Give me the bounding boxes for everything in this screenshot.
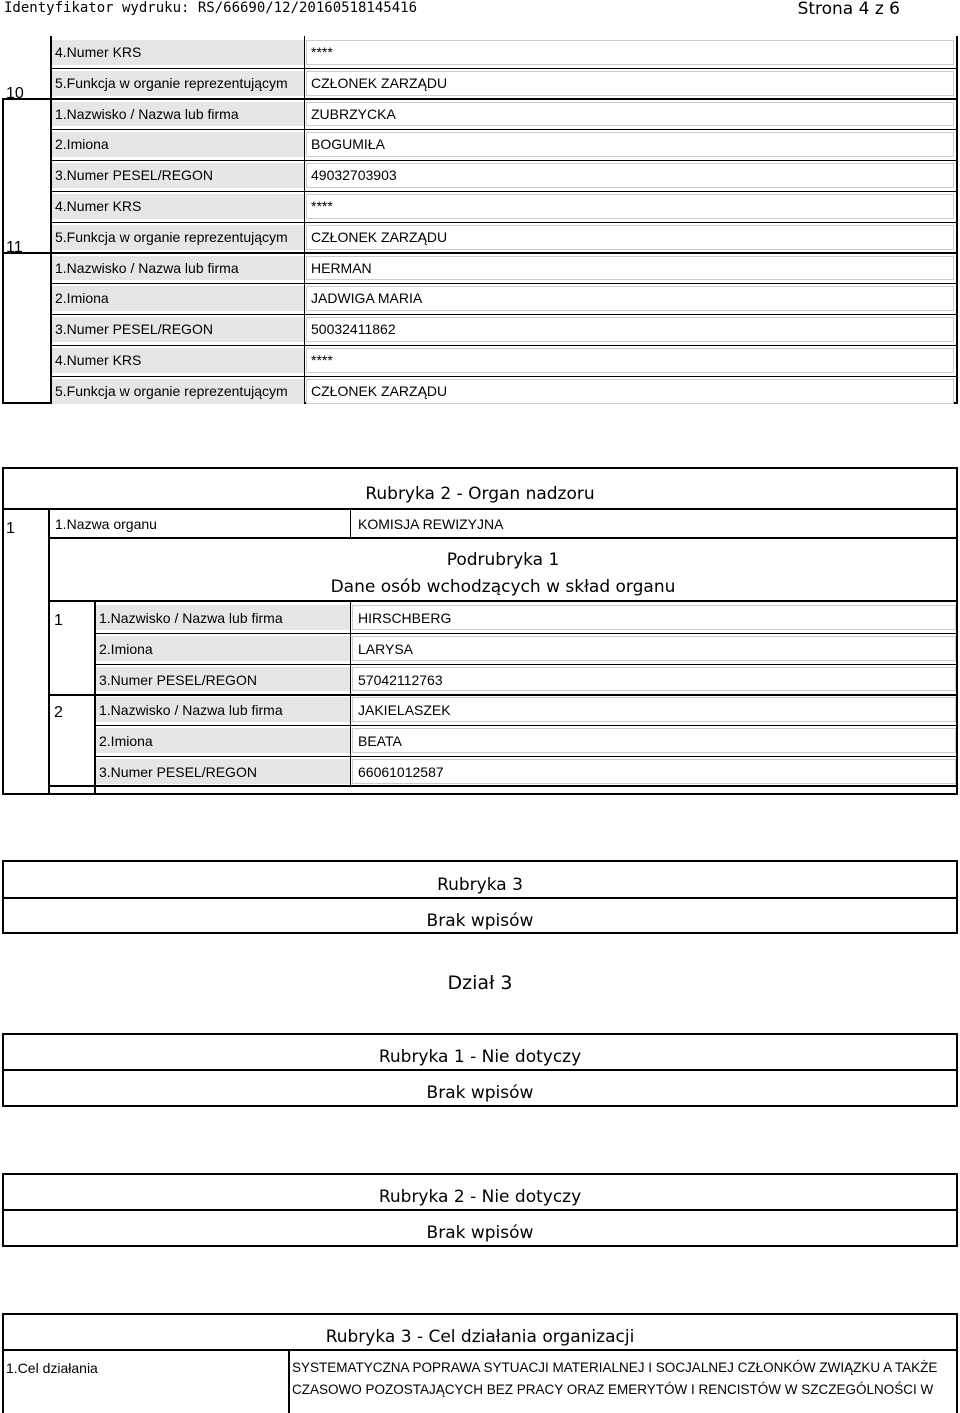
field-label: 5.Funkcja w organie reprezentującym (55, 74, 288, 91)
subrubryka-subtitle: Dane osób wchodzących w skład organu (330, 577, 676, 597)
rubryka3-title: Rubryka 3 (437, 875, 523, 895)
field-value: BEATA (358, 733, 402, 750)
value-cell (352, 636, 956, 661)
field-label: 1.Nazwisko / Nazwa lub firma (55, 105, 239, 122)
person-number: 2 (54, 704, 63, 722)
field-value: CZŁONEK ZARZĄDU (311, 74, 448, 91)
field-value: HIRSCHBERG (358, 610, 452, 626)
field-label: 4.Numer KRS (55, 198, 142, 214)
field-value: ZUBRZYCKA (311, 105, 396, 122)
field-label: 2.Imiona (99, 733, 153, 750)
field-value: 50032411862 (311, 321, 396, 338)
d3-rubryka2-empty: Brak wpisów (426, 1223, 534, 1243)
value-cell (306, 317, 954, 342)
entry-number: 11 (6, 238, 23, 256)
field-value: CZŁONEK ZARZĄDU (311, 382, 448, 399)
print-identifier: Identyfikator wydruku: RS/66690/12/20160518145416 (4, 0, 418, 16)
field-label: 4.Numer KRS (55, 352, 142, 368)
field-value: **** (311, 44, 333, 60)
field-label: 1.Nazwisko / Nazwa lub firma (99, 610, 283, 626)
goal-value-line1: SYSTEMATYCZNA POPRAWA SYTUACJI MATERIALNEJ I SOCJALNEJ CZŁONKÓW ZWIĄZKU A TAKŻE (292, 1360, 938, 1375)
goal-label: 1.Cel działania (6, 1360, 98, 1376)
field-label: 5.Funkcja w organie reprezentującym (55, 228, 288, 245)
rubryka3-empty: Brak wpisów (426, 911, 534, 931)
field-value: 49032703903 (311, 167, 397, 184)
organ-name-label: 1.Nazwa organu (55, 516, 157, 532)
field-label: 1.Nazwisko / Nazwa lub firma (99, 702, 283, 719)
field-value: JADWIGA MARIA (311, 290, 423, 307)
entry-number: 10 (6, 84, 24, 102)
value-cell (306, 40, 954, 65)
organ-name-value: KOMISJA REWIZYJNA (358, 516, 504, 532)
value-cell (352, 728, 956, 753)
person-number: 1 (54, 612, 63, 629)
field-label: 3.Numer PESEL/REGON (55, 321, 213, 338)
field-label: 3.Numer PESEL/REGON (99, 671, 257, 688)
value-cell (306, 256, 954, 281)
field-label: 2.Imiona (99, 640, 153, 657)
field-label: 4.Numer KRS (55, 44, 142, 60)
field-value: **** (311, 352, 333, 368)
page-number: Strona 4 z 6 (797, 0, 900, 19)
field-label: 2.Imiona (55, 136, 109, 153)
d3-rubryka2-title: Rubryka 2 - Nie dotyczy (378, 1187, 582, 1207)
d3-rubryka1-title: Rubryka 1 - Nie dotyczy (378, 1047, 582, 1067)
field-value: BOGUMIŁA (311, 136, 385, 153)
d3-rubryka3-title: Rubryka 3 - Cel działania organizacji (325, 1327, 635, 1347)
value-cell (306, 194, 954, 219)
organ-number: 1 (6, 520, 15, 537)
section-title: Dział 3 (447, 972, 513, 994)
field-label: 2.Imiona (55, 290, 109, 307)
field-value: 66061012587 (358, 764, 444, 780)
field-label: 3.Numer PESEL/REGON (99, 764, 257, 780)
field-value: **** (311, 198, 333, 214)
value-cell (306, 132, 954, 157)
goal-value-line2: CZASOWO POZOSTAJĄCYCH BEZ PRACY ORAZ EMERYTÓW I RENCISTÓW W SZCZEGÓLNOŚCI W (292, 1382, 934, 1397)
value-cell (306, 102, 954, 127)
field-label: 5.Funkcja w organie reprezentującym (55, 382, 288, 399)
field-value: CZŁONEK ZARZĄDU (311, 228, 448, 245)
field-value: 57042112763 (358, 671, 443, 688)
subrubryka-title: Podrubryka 1 (446, 550, 560, 570)
value-cell (306, 163, 954, 188)
field-label: 3.Numer PESEL/REGON (55, 167, 213, 184)
d3-rubryka1-empty: Brak wpisów (426, 1083, 534, 1103)
field-value: LARYSA (358, 640, 413, 657)
field-value: HERMAN (311, 259, 372, 276)
rubryka2-title: Rubryka 2 - Organ nadzoru (365, 484, 595, 504)
field-value: JAKIELASZEK (358, 702, 451, 719)
value-cell (306, 348, 954, 373)
field-label: 1.Nazwisko / Nazwa lub firma (55, 259, 239, 276)
